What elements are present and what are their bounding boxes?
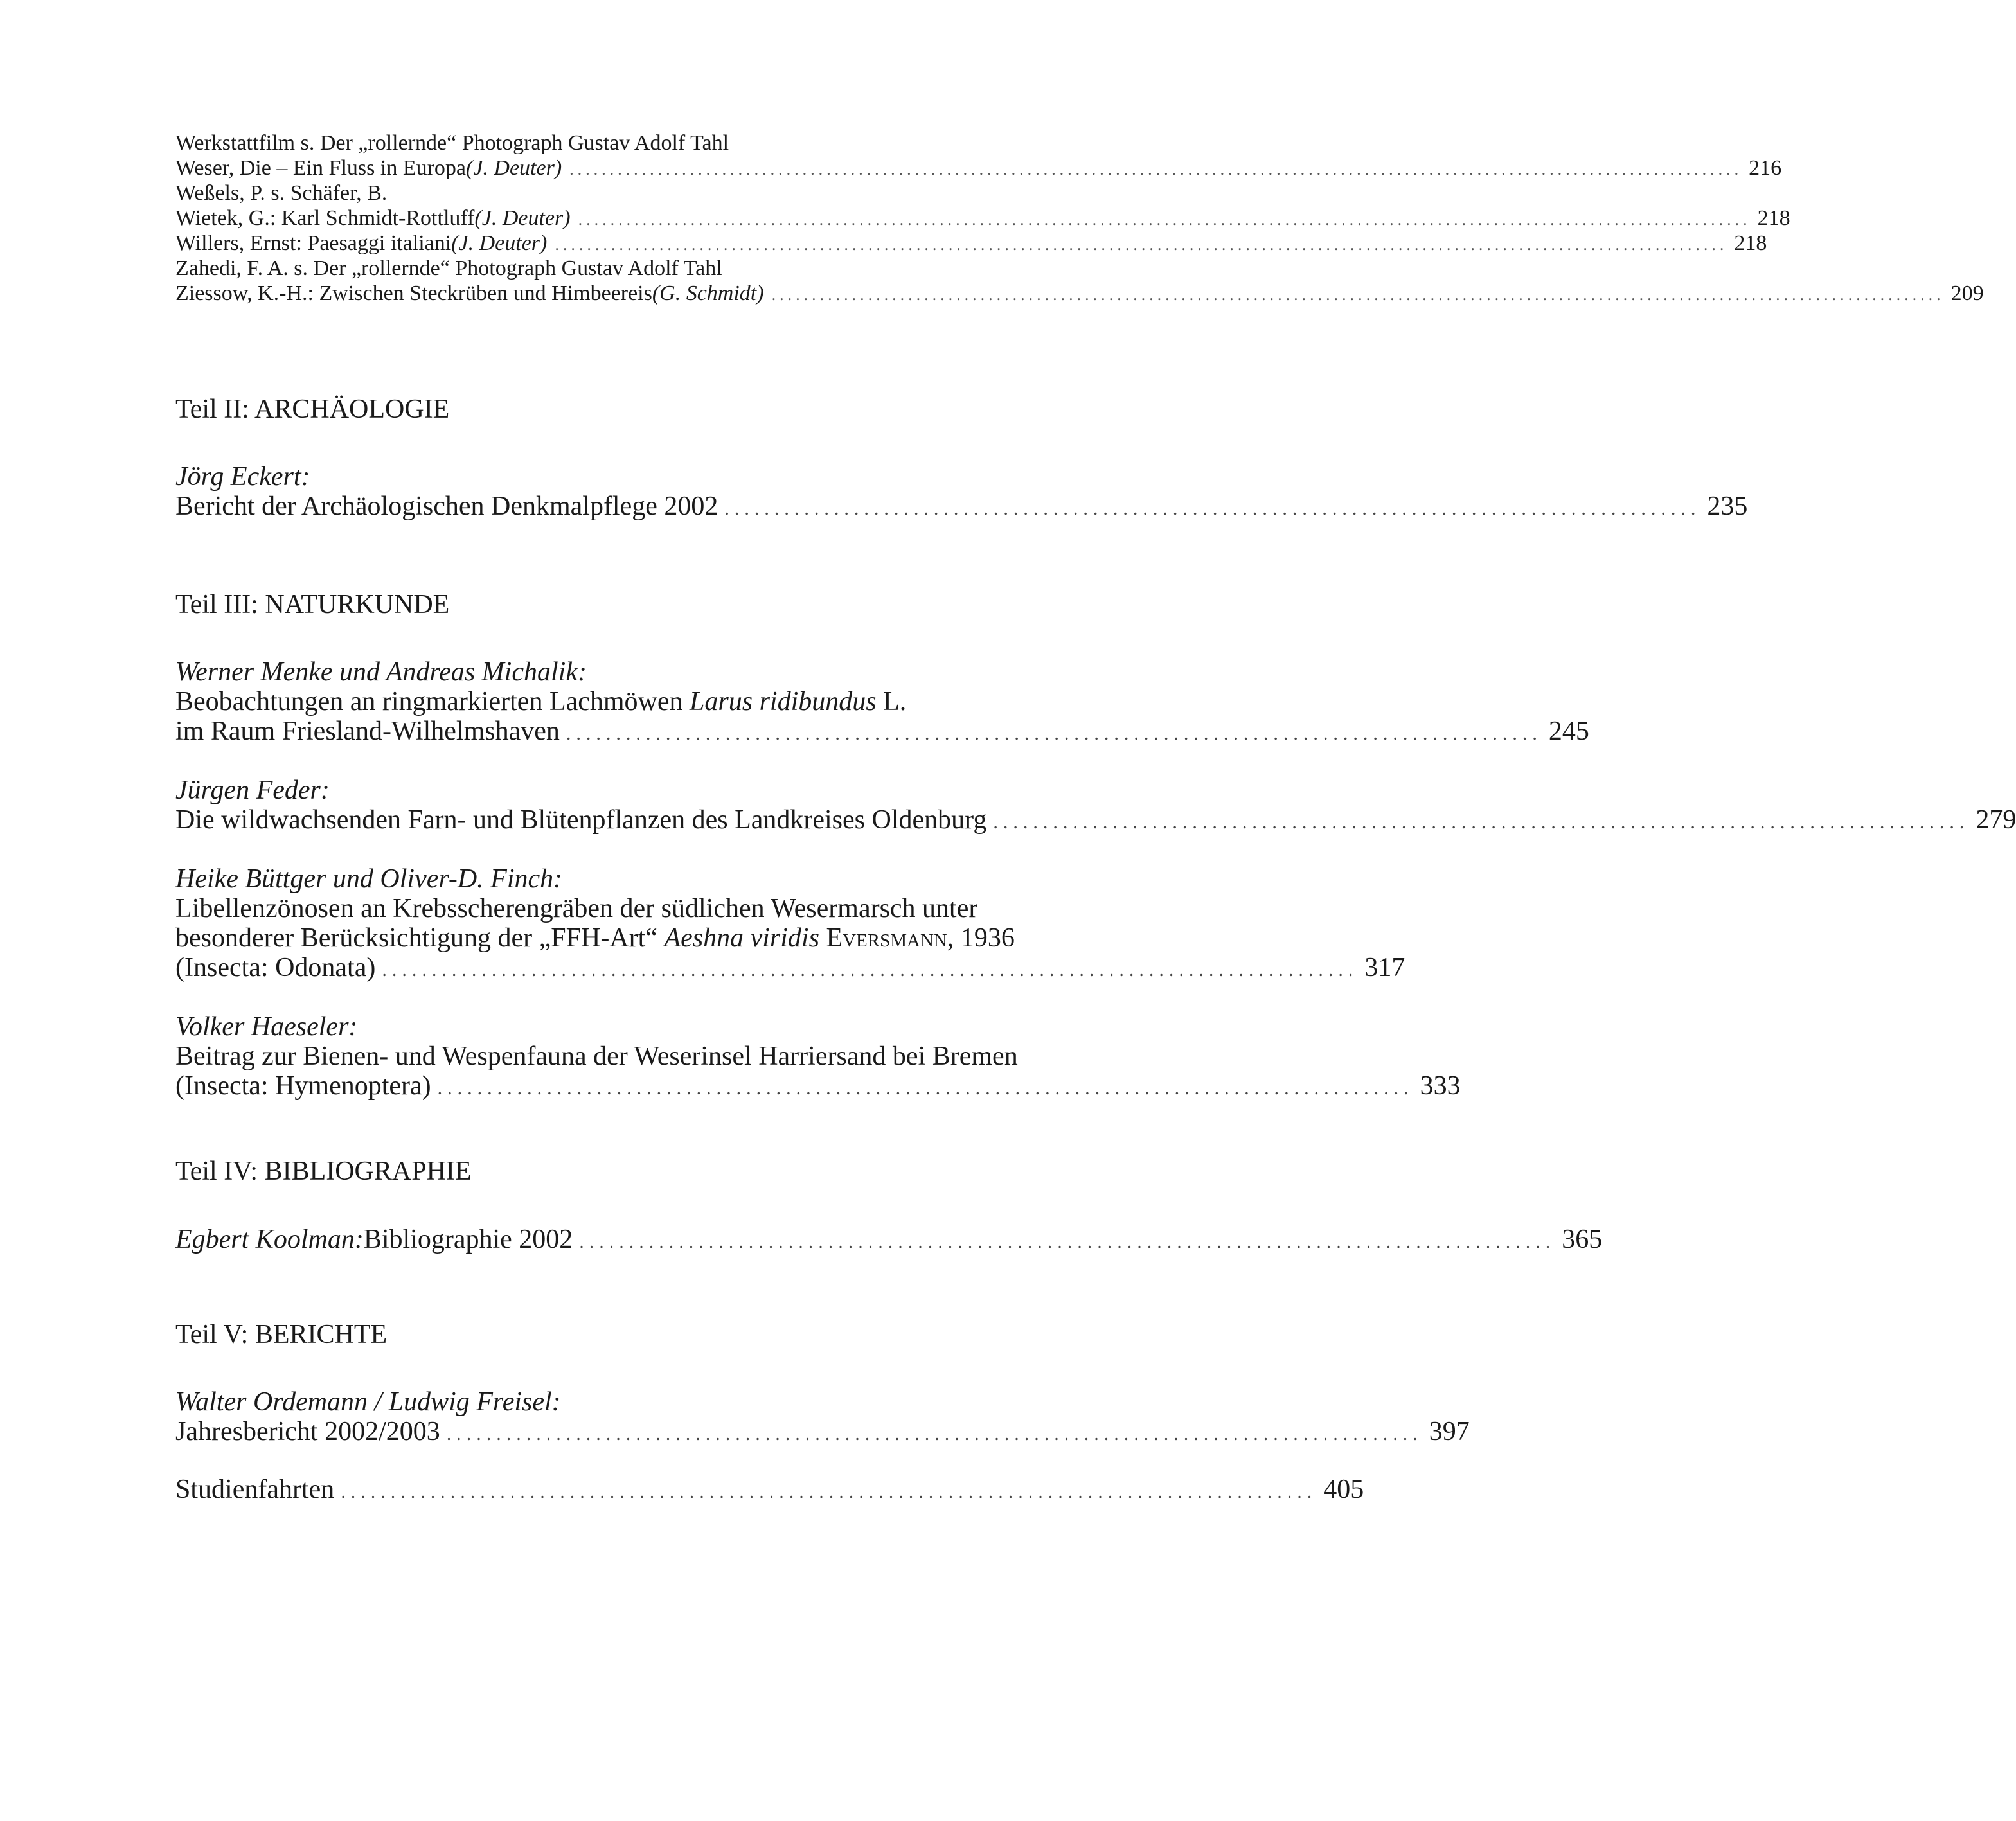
index-entry-reviewer: (J. Deuter) [466,156,562,180]
author: Egbert Koolman: [175,1225,364,1254]
author: Walter Ordemann / Ludwig Freisel: [175,1387,561,1417]
page-number: 279 [1976,805,2016,835]
index-entry [175,206,1790,231]
entry-title: Jahresbericht 2002/2003 [175,1417,440,1446]
index-entry-reviewer: (G. Schmidt) [652,281,764,305]
dot-leader: .................................................................................................. [566,723,1542,744]
dot-leader: .................................................................................................................................................. [578,210,1751,229]
entry-title: besonderer Berücksichtigung der „FFH-Art“ Aeshna viridis Eversmann, 1936 [175,923,1015,953]
page-number: 235 [1707,492,1748,521]
section-title: Teil IV: BIBLIOGRAPHIE [175,1157,472,1186]
index-entry [175,281,1984,306]
page-number: 405 [1323,1475,1364,1504]
entry-title: Bibliographie 2002 [363,1225,573,1254]
species-author: Eversmann [826,923,947,953]
index-entry-text: Wietek, G.: Karl Schmidt-Rottluff [175,206,475,230]
dot-leader: .................................................................................................. [724,498,1701,519]
index-entry [175,231,1767,256]
index-entry [175,256,1116,281]
section-teil-5 [175,1319,1470,1507]
author: Volker Haeseler: [175,1012,358,1042]
dot-leader: .................................................................................................................................................. [555,235,1728,254]
dot-leader: .................................................................................................. [341,1481,1317,1502]
dot-leader: .................................................................................................................................................. [771,285,1945,304]
page-number: 216 [1749,156,1782,180]
toc-entry [175,805,2016,837]
page-number: 317 [1364,953,1405,982]
section-teil-2 [175,393,1748,524]
toc-entry [175,716,1589,749]
dot-leader: .................................................................................................. [437,1078,1414,1099]
section-teil-3 [175,589,2016,1103]
toc-entry [175,1071,1461,1103]
page-number: 397 [1429,1417,1470,1446]
page-number: 333 [1420,1071,1461,1101]
page-number: 218 [1757,206,1790,230]
index-entry-text: Werkstattfilm s. Der „rollernde“ Photograph Gustav Adolf Tahl [175,131,729,155]
dot-leader: .................................................................................................. [382,959,1359,981]
index-entry-reviewer: (J. Deuter) [451,231,548,255]
author: Jörg Eckert: [175,462,310,492]
index-entry-text: Weßels, P. s. Schäfer, B. [175,181,388,205]
index-entry-text: Zahedi, F. A. s. Der „rollernde“ Photograph Gustav Adolf Tahl [175,256,722,280]
toc-entry [175,953,1405,985]
toc-entry [175,1475,1364,1507]
dot-leader: .................................................................................................. [446,1423,1423,1444]
index-entry [175,130,1116,155]
toc-entry [175,1417,1470,1449]
species-name: Larus ridibundus [690,687,877,716]
section-teil-4 [175,1155,1603,1257]
author: Jürgen Feder: [175,776,330,805]
dot-leader: .................................................................................................. [993,812,1970,833]
index-entry-text: Willers, Ernst: Paesaggi italiani [175,231,452,255]
entry-title: (Insecta: Hymenoptera) [175,1071,431,1101]
section-title: Teil V: BERICHTE [175,1320,388,1349]
index-block [175,130,1984,306]
entry-title: Beitrag zur Bienen- und Wespenfauna der Weserinsel Harriersand bei Bremen [175,1042,1018,1071]
entry-title: Die wildwachsenden Farn- und Blütenpflanzen des Landkreises Oldenburg [175,805,987,835]
entry-title: (Insecta: Odonata) [175,953,376,982]
section-title: Teil II: ARCHÄOLOGIE [175,395,450,424]
entry-title: Beobachtungen an ringmarkierten Lachmöwen Larus ridibundus L. [175,687,907,716]
section-title: Teil III: NATURKUNDE [175,590,450,619]
author: Heike Büttger und Oliver-D. Finch: [175,864,563,894]
dot-leader: .................................................................................................................................................. [569,160,1743,179]
index-entry-text: Ziessow, K.-H.: Zwischen Steckrüben und Himbeereis [175,281,652,305]
dot-leader: .................................................................................................. [579,1231,1556,1252]
entry-title: im Raum Friesland-Wilhelmshaven [175,716,560,746]
entry-title: Libellenzönosen an Krebsscherengräben der südlichen Wesermarsch unter [175,894,978,923]
toc-entry [175,1225,1603,1257]
page-number: 218 [1734,231,1767,255]
entry-title: Studienfahrten [175,1475,335,1504]
entry-title: Bericht der Archäologischen Denkmalpflege 2002 [175,492,718,521]
page-number: 365 [1562,1225,1603,1254]
page-number: 209 [1950,281,1984,305]
index-entry-text: Weser, Die – Ein Fluss in Europa [175,156,466,180]
index-entry [175,155,1782,181]
species-name: Aeshna viridis [664,923,819,953]
index-entry [175,181,1116,206]
toc-entry [175,492,1748,524]
index-entry-reviewer: (J. Deuter) [474,206,571,230]
page-number: 245 [1548,716,1589,746]
author: Werner Menke und Andreas Michalik: [175,657,587,687]
